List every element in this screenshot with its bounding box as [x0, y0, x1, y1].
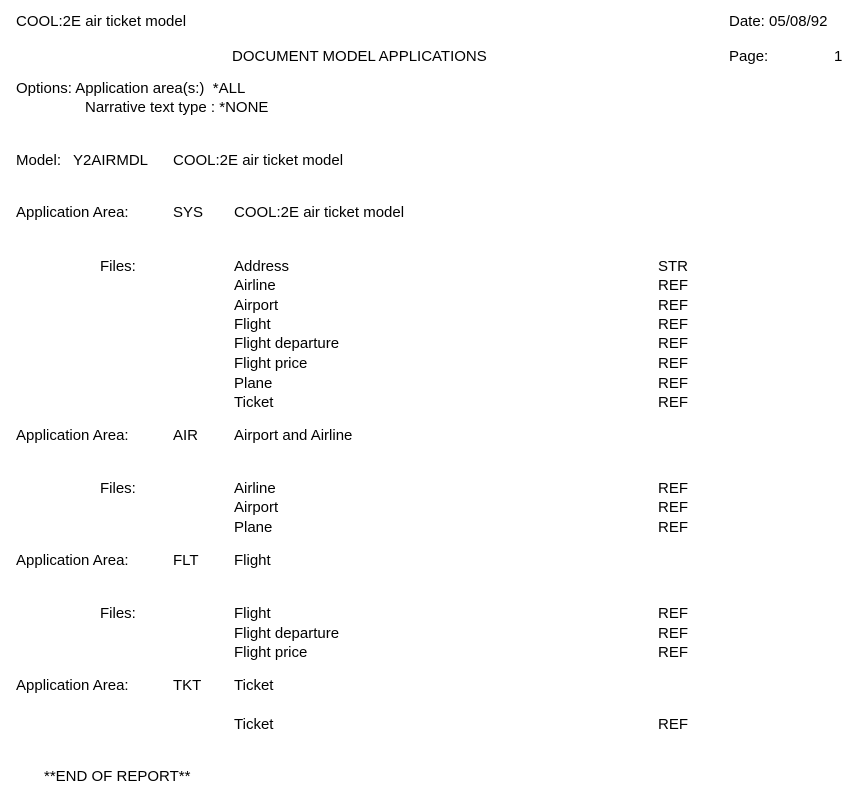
options-area-value: *ALL	[212, 80, 246, 97]
list-item: Flight	[234, 316, 271, 333]
application-area-code: TKT	[173, 677, 202, 694]
application-area-description: Ticket	[234, 677, 274, 694]
list-item-type: REF	[658, 355, 688, 372]
model-label: Model:	[16, 152, 62, 169]
list-item: Ticket	[234, 394, 274, 411]
list-item-type: STR	[658, 258, 688, 275]
list-item: Flight departure	[234, 335, 340, 352]
list-item-type: REF	[658, 519, 688, 536]
end-of-report: **END OF REPORT**	[44, 768, 191, 785]
list-item-type: REF	[658, 716, 688, 733]
files-label: Files:	[100, 258, 136, 275]
list-item-type: REF	[658, 277, 688, 294]
list-item-type: REF	[658, 499, 688, 516]
application-area-label: Application Area:	[16, 677, 129, 694]
list-item-type: REF	[658, 394, 688, 411]
application-area-description: COOL:2E air ticket model	[234, 204, 405, 221]
list-item: Airport	[234, 499, 279, 516]
narrative-text-type-value: *NONE	[219, 99, 269, 116]
list-item-type: REF	[658, 297, 688, 314]
list-item: Plane	[234, 375, 273, 392]
list-item: Address	[234, 258, 290, 275]
list-item-type: REF	[658, 644, 688, 661]
application-area-code: FLT	[173, 552, 199, 569]
application-area-code: SYS	[173, 204, 204, 221]
date-value: 05/08/92	[769, 13, 828, 30]
application-area-code: AIR	[173, 427, 199, 444]
narrative-text-type-label: Narrative text type :	[85, 99, 216, 116]
list-item: Flight price	[234, 355, 308, 372]
date-label: Date:	[729, 13, 765, 30]
list-item: Flight	[234, 605, 271, 622]
list-item-type: REF	[658, 316, 688, 333]
list-item: Flight departure	[234, 625, 340, 642]
model-title: COOL:2E air ticket model	[16, 13, 187, 30]
list-item-type: REF	[658, 375, 688, 392]
model-name: Y2AIRMDL	[73, 152, 149, 169]
page-number: 1	[834, 48, 843, 65]
options-area-label: Options: Application area(s:)	[16, 80, 205, 97]
application-area-description: Airport and Airline	[234, 427, 353, 444]
options-line-1	[16, 79, 245, 98]
options-line-2	[85, 98, 268, 117]
list-item-type: REF	[658, 625, 688, 642]
application-area-label: Application Area:	[16, 552, 129, 569]
list-item: Ticket	[234, 716, 274, 733]
list-item-type: REF	[658, 605, 688, 622]
list-item: Plane	[234, 519, 273, 536]
application-area-label: Application Area:	[16, 427, 129, 444]
list-item: Airline	[234, 480, 276, 497]
application-area-description: Flight	[234, 552, 271, 569]
application-area-label: Application Area:	[16, 204, 129, 221]
date-field	[729, 12, 827, 31]
list-item-type: REF	[658, 480, 688, 497]
files-label: Files:	[100, 480, 136, 497]
list-item: Airline	[234, 277, 276, 294]
page-label: Page:	[729, 48, 769, 65]
report-title: DOCUMENT MODEL APPLICATIONS	[232, 48, 487, 65]
list-item: Airport	[234, 297, 279, 314]
files-label: Files:	[100, 605, 136, 622]
model-description: COOL:2E air ticket model	[173, 152, 344, 169]
list-item-type: REF	[658, 335, 688, 352]
list-item: Flight price	[234, 644, 308, 661]
